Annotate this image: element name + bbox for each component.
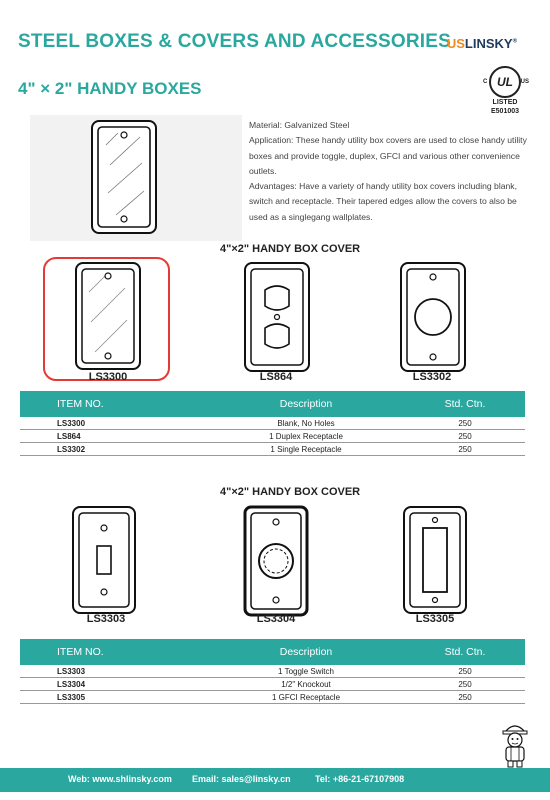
col-std-ctn: Std. Ctn. xyxy=(405,639,525,665)
table-row xyxy=(20,691,525,704)
cell-item: LS3302 xyxy=(20,443,207,456)
cell-ctn: 250 xyxy=(405,691,525,704)
footer-tel: Tel: +86-21-67107908 xyxy=(315,774,405,784)
cell-ctn: 250 xyxy=(405,443,525,456)
blank-cover-icon xyxy=(75,262,141,370)
product-info xyxy=(249,118,534,225)
cell-item: LS3300 xyxy=(20,417,207,430)
cell-item: LS3305 xyxy=(20,691,207,704)
ul-listed-text: LISTED xyxy=(492,99,518,106)
footer-bar xyxy=(0,768,550,792)
table-row xyxy=(20,417,525,430)
cell-desc: 1 Duplex Receptacle xyxy=(207,430,405,443)
section2-heading: 4"×2" HANDY BOX COVER xyxy=(220,486,361,498)
footer-email: Email: sales@linsky.cn xyxy=(192,774,291,784)
table-row xyxy=(20,665,525,678)
ul-logo-icon: C UL US xyxy=(489,66,521,98)
cell-ctn: 250 xyxy=(405,430,525,443)
material-text: Material: Galvanized Steel xyxy=(249,120,350,130)
page-title: STEEL BOXES & COVERS AND ACCESSORIES xyxy=(18,31,452,52)
col-description: Description xyxy=(207,639,405,665)
table-row xyxy=(20,443,525,456)
product-label-ls3302: LS3302 xyxy=(412,371,452,383)
cell-ctn: 250 xyxy=(405,417,525,430)
spec-table-1 xyxy=(20,391,525,456)
hero-product-image xyxy=(30,115,242,241)
mascot-worker-icon xyxy=(497,720,533,768)
section1-heading: 4"×2" HANDY BOX COVER xyxy=(220,243,361,255)
cell-desc: 1 Single Receptacle xyxy=(207,443,405,456)
cell-desc: Blank, No Holes xyxy=(207,417,405,430)
cell-ctn: 250 xyxy=(405,678,525,691)
col-std-ctn: Std. Ctn. xyxy=(405,391,525,417)
cell-item: LS3304 xyxy=(20,678,207,691)
cell-desc: 1 Toggle Switch xyxy=(207,665,405,678)
footer-web: Web: www.shlinsky.com xyxy=(68,774,172,784)
brand-logo: USLINSKY® xyxy=(446,36,517,51)
single-receptacle-cover-icon xyxy=(400,262,466,372)
advantages-text: Advantages: Have a variety of handy utility box covers including blank, switch and receptacle. Their tapered edges allow the covers to also be used as a singlegang wallplates. xyxy=(249,181,517,222)
product-label-ls3303: LS3303 xyxy=(86,613,126,625)
col-item-no: ITEM NO. xyxy=(20,391,207,417)
ul-listed-mark xyxy=(479,66,531,116)
table-row xyxy=(20,430,525,443)
cell-item: LS3303 xyxy=(20,665,207,678)
table-header-row xyxy=(20,391,525,417)
spec-table-2 xyxy=(20,639,525,704)
cell-item: LS864 xyxy=(20,430,207,443)
product-label-ls3300: LS3300 xyxy=(88,371,128,383)
table-row xyxy=(20,678,525,691)
toggle-switch-cover-icon xyxy=(72,506,136,614)
application-text: Application: These handy utility box covers are used to close handy utility boxes and provide toggle, duplex, GFCI and various other convenience outlets. xyxy=(249,135,527,176)
section-subtitle: 4" × 2" HANDY BOXES xyxy=(18,79,202,98)
knockout-cover-icon xyxy=(244,506,308,616)
product-label-ls864: LS864 xyxy=(259,371,293,383)
ul-file-number: E501003 xyxy=(490,108,520,115)
duplex-receptacle-cover-icon xyxy=(244,262,310,372)
cell-ctn: 250 xyxy=(405,665,525,678)
table-header-row xyxy=(20,639,525,665)
col-item-no: ITEM NO. xyxy=(20,639,207,665)
col-description: Description xyxy=(207,391,405,417)
cell-desc: 1 GFCI Receptacle xyxy=(207,691,405,704)
product-label-ls3304: LS3304 xyxy=(256,613,296,625)
product-label-ls3305: LS3305 xyxy=(415,613,455,625)
blank-cover-icon xyxy=(30,115,242,241)
gfci-receptacle-cover-icon xyxy=(403,506,467,614)
cell-desc: 1/2" Knockout xyxy=(207,678,405,691)
